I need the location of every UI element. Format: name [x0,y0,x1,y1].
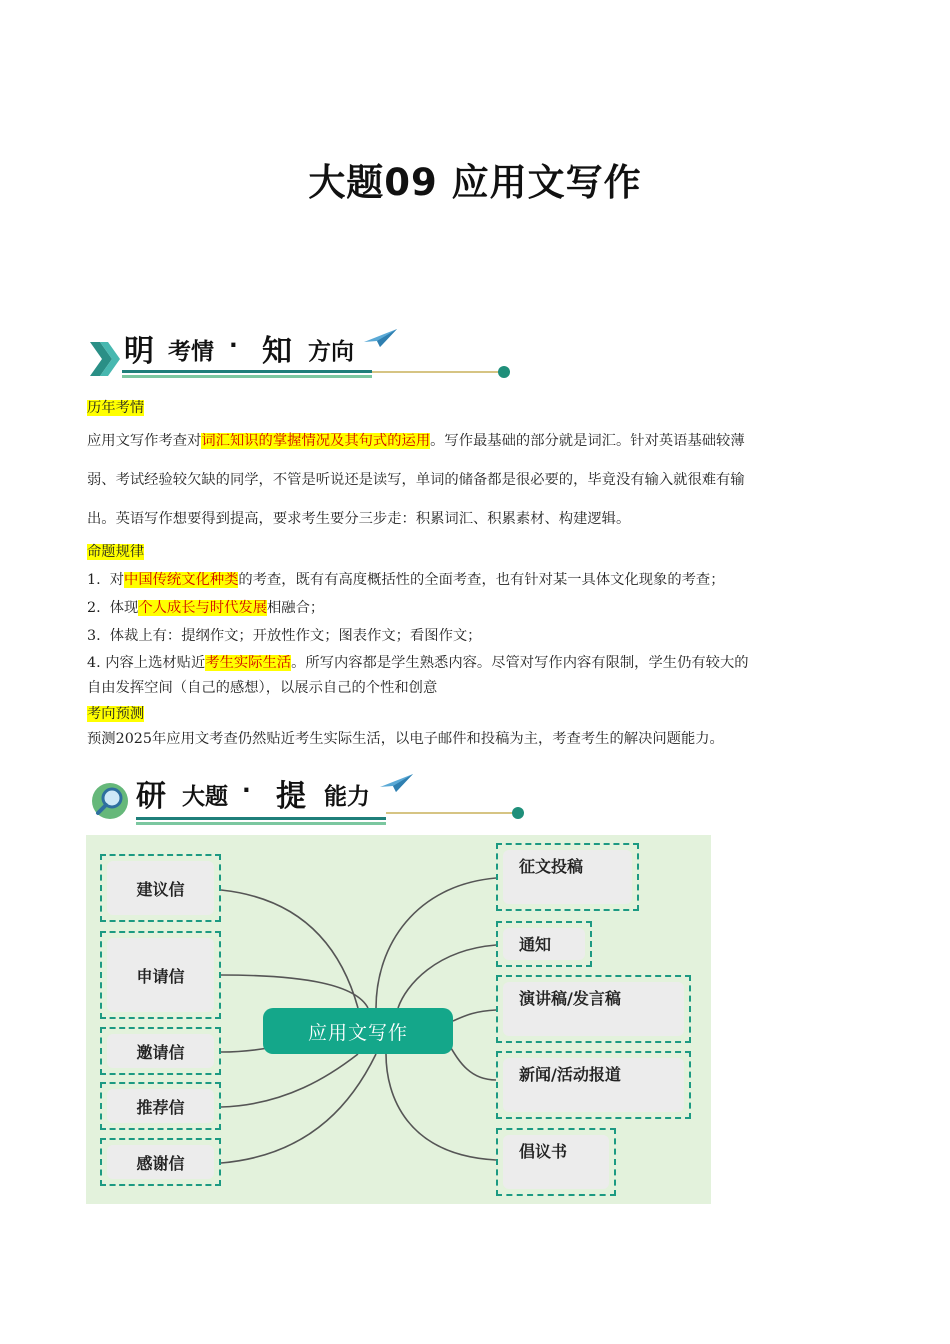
banner-text: 方向 [308,339,354,365]
list-item: 1. 对中国传统文化种类的考查，既有有高度概括性的全面考查，也有针对某一具体文化现象的考查； [87,572,725,588]
banner-char: 提 [276,779,306,814]
heading-prediction: 考向预测 [87,706,145,722]
paragraph: 弱、考试经验较欠缺的同学，不管是听说还是读写，单词的储备都是很必要的，毕竟没有输入就很难有输 [87,472,745,488]
list-item: 3. 体裁上有：提纲作文；开放性作文；图表作文；看图作文； [87,628,482,644]
paragraph: 预测2025年应用文考查仍然贴近考生实际生活，以电子邮件和投稿为主，考查考生的解决问题能力。 [87,731,724,747]
heading-rules: 命题规律 [87,544,145,560]
banner-text: 能力 [324,784,370,810]
banner-text: 考情 [168,339,214,365]
mind-node-left: 建议信 [100,854,221,922]
page-title: 大题09 应用文写作 [308,161,642,204]
banner-char: 知 [262,334,292,369]
list-item-continued: 自由发挥空间（自己的感想），以展示自己的个性和创意 [87,680,438,696]
banner-char: 研 [136,779,166,814]
mind-center-node: 应用文写作 [263,1008,453,1054]
heading-past-exams: 历年考情 [87,400,145,416]
list-item: 2. 体现个人成长与时代发展相融合； [87,600,325,616]
mind-node-right: 新闻/活动报道 [496,1051,691,1119]
banner-dot: · [242,778,251,804]
banner-dot: · [229,333,238,359]
magnifier-icon [90,781,130,821]
paper-plane-icon [380,773,414,795]
mind-node-left: 申请信 [100,931,221,1019]
banner-char: 明 [124,334,154,369]
mind-node-right: 通知 [496,921,592,967]
mind-node-left: 感谢信 [100,1138,221,1186]
paragraph: 出。英语写作想要得到提高，要求考生要分三步走：积累词汇、积累素材、构建逻辑。 [87,511,631,527]
paragraph: 应用文写作考查对词汇知识的掌握情况及其句式的运用。写作最基础的部分就是词汇。针对英语基础较薄 [87,433,745,449]
mind-node-right: 征文投稿 [496,843,639,911]
section-banner-practice [86,765,536,835]
section-banner-exam [86,318,526,388]
mind-node-right: 演讲稿/发言稿 [496,975,691,1043]
mind-map [86,835,711,1204]
banner-text: 大题 [182,784,228,810]
list-item: 4. 内容上选材贴近考生实际生活。所写内容都是学生熟悉内容。尽管对写作内容有限制，学生仍有较大的 [87,655,749,671]
mind-node-left: 邀请信 [100,1027,221,1075]
paper-plane-icon [364,328,398,350]
mind-node-left: 推荐信 [100,1082,221,1130]
mind-node-right: 倡议书 [496,1128,616,1196]
